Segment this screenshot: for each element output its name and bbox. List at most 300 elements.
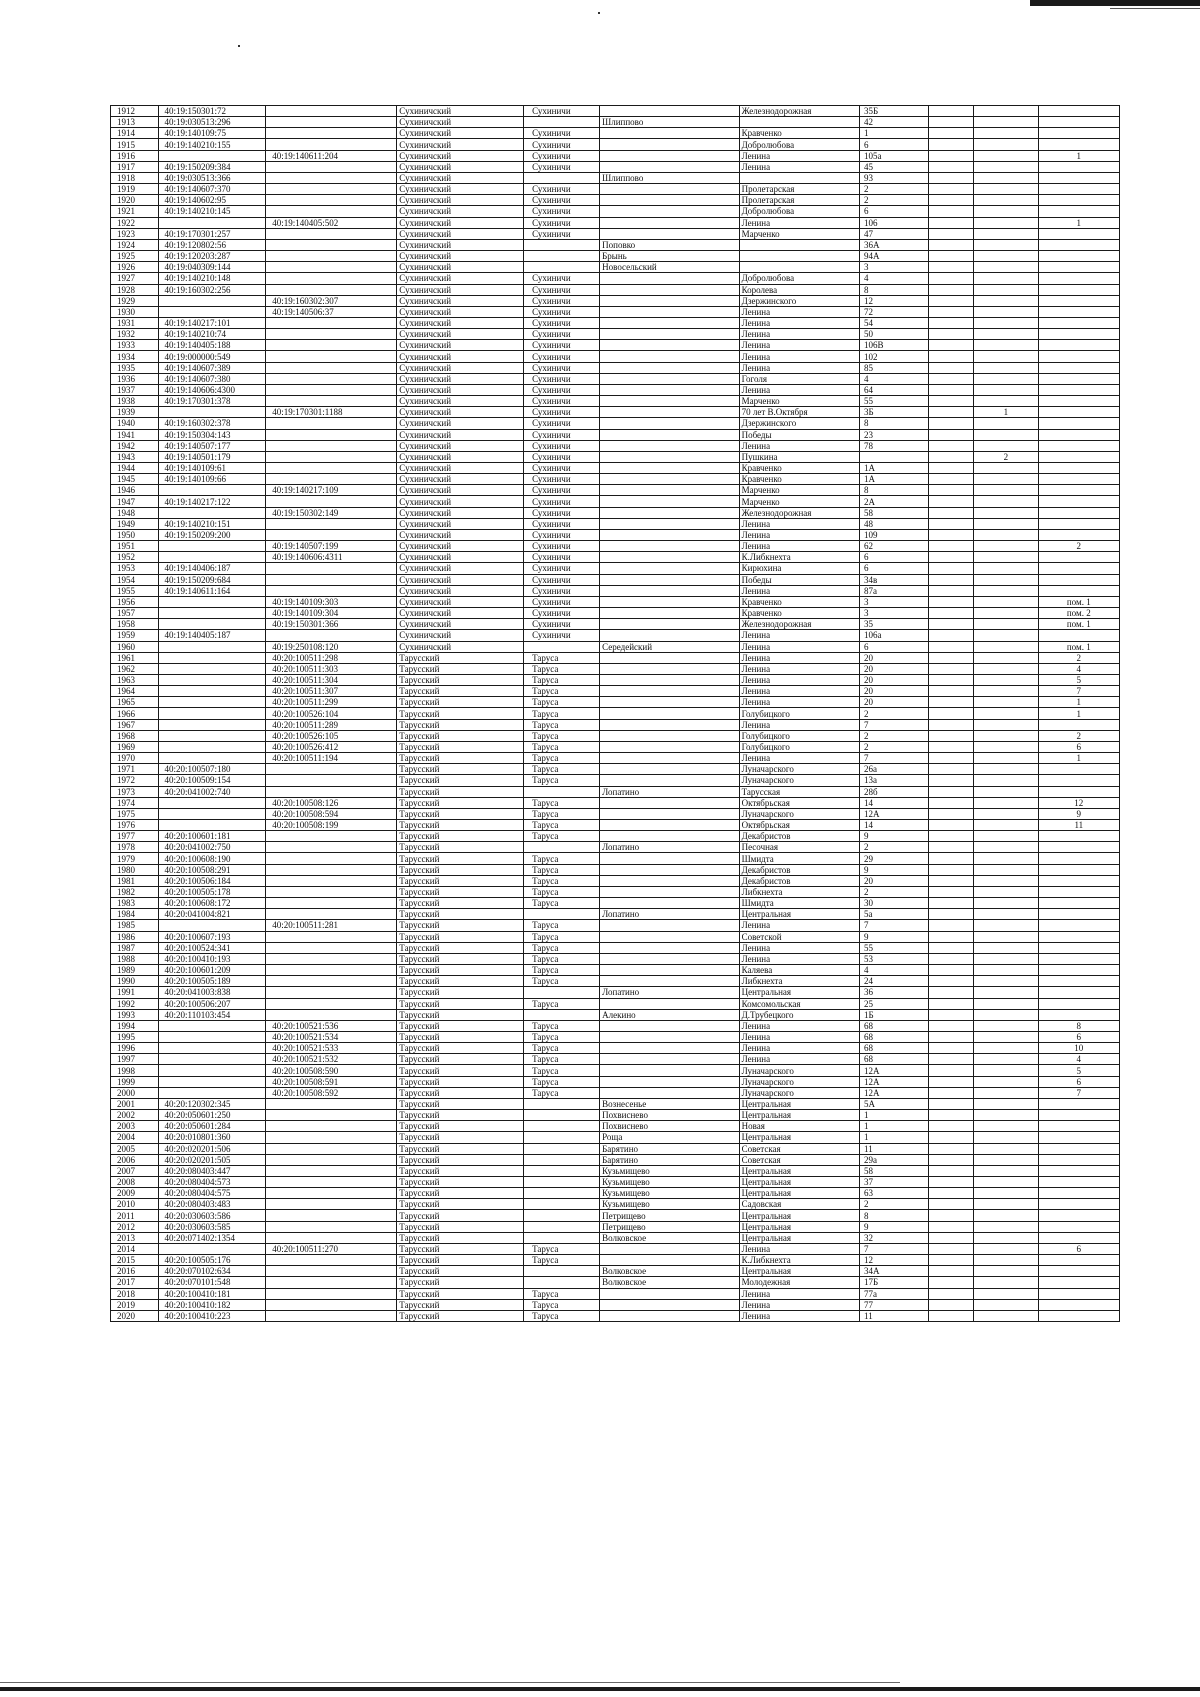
cell-no: 2019 xyxy=(111,1299,159,1310)
cell-district: Тарусский xyxy=(397,1199,524,1210)
cell-district: Сухиничский xyxy=(397,139,524,150)
cell-village xyxy=(600,217,739,228)
cell-x3: 6 xyxy=(1038,1031,1119,1042)
cell-x1 xyxy=(928,596,973,607)
table-row xyxy=(111,596,1120,607)
cell-cad2 xyxy=(266,1121,397,1132)
cell-house: 85 xyxy=(860,362,929,373)
cell-no: 1955 xyxy=(111,585,159,596)
cell-village xyxy=(600,674,739,685)
cell-village xyxy=(600,273,739,284)
cell-cad1 xyxy=(158,697,266,708)
cell-no: 1991 xyxy=(111,987,159,998)
cell-cad1: 40:19:150209:200 xyxy=(158,529,266,540)
cell-district: Тарусский xyxy=(397,864,524,875)
cell-no: 2018 xyxy=(111,1288,159,1299)
cell-street: Центральная xyxy=(739,1165,859,1176)
cell-cad2 xyxy=(266,161,397,172)
cell-x2 xyxy=(974,139,1038,150)
cell-cad1 xyxy=(158,820,266,831)
cell-district: Тарусский xyxy=(397,1043,524,1054)
cell-village xyxy=(600,1087,739,1098)
table-row xyxy=(111,563,1120,574)
cell-town: Таруса xyxy=(524,808,600,819)
cell-house: 58 xyxy=(860,507,929,518)
cell-no: 1982 xyxy=(111,886,159,897)
cell-town: Таруса xyxy=(524,886,600,897)
cell-house: 7 xyxy=(860,920,929,931)
cell-street: Ленина xyxy=(739,541,859,552)
cell-town: Сухиничи xyxy=(524,507,600,518)
cell-street: Ленина xyxy=(739,686,859,697)
cell-x1 xyxy=(928,953,973,964)
table-row xyxy=(111,239,1120,250)
cell-cad1 xyxy=(158,652,266,663)
cell-street: Дзержинского xyxy=(739,418,859,429)
cell-cad2 xyxy=(266,1288,397,1299)
cell-town: Сухиничи xyxy=(524,485,600,496)
table-row xyxy=(111,150,1120,161)
cell-street: Ленина xyxy=(739,161,859,172)
cell-x1 xyxy=(928,641,973,652)
cell-x1 xyxy=(928,529,973,540)
cell-street: Марченко xyxy=(739,496,859,507)
cell-cad2 xyxy=(266,117,397,128)
cell-street: Дзержинского xyxy=(739,295,859,306)
cell-house: 11 xyxy=(860,1310,929,1321)
cell-x2 xyxy=(974,329,1038,340)
cell-x1 xyxy=(928,340,973,351)
cell-cad2 xyxy=(266,128,397,139)
cell-village: Петрищево xyxy=(600,1221,739,1232)
cell-x3 xyxy=(1038,273,1119,284)
cell-no: 1943 xyxy=(111,451,159,462)
cell-cad1: 40:20:020201:506 xyxy=(158,1143,266,1154)
cell-no: 1926 xyxy=(111,262,159,273)
cell-district: Сухиничский xyxy=(397,418,524,429)
cell-street: Кравченко xyxy=(739,474,859,485)
cell-cad1 xyxy=(158,686,266,697)
cell-x1 xyxy=(928,117,973,128)
cell-x2 xyxy=(974,674,1038,685)
cell-town: Таруса xyxy=(524,753,600,764)
cell-no: 2003 xyxy=(111,1121,159,1132)
cell-cad2 xyxy=(266,831,397,842)
cell-village xyxy=(600,139,739,150)
cell-x2 xyxy=(974,1076,1038,1087)
cell-x3: 7 xyxy=(1038,1087,1119,1098)
table-row xyxy=(111,797,1120,808)
cell-no: 1981 xyxy=(111,875,159,886)
cell-cad2 xyxy=(266,987,397,998)
cell-district: Тарусский xyxy=(397,753,524,764)
cell-village xyxy=(600,1255,739,1266)
cell-street: Ленина xyxy=(739,518,859,529)
table-row xyxy=(111,953,1120,964)
cell-village: Барятино xyxy=(600,1143,739,1154)
cell-town xyxy=(524,786,600,797)
cell-village xyxy=(600,195,739,206)
cell-cad2 xyxy=(266,184,397,195)
cell-district: Сухиничский xyxy=(397,273,524,284)
cell-cad1: 40:19:150209:684 xyxy=(158,574,266,585)
cell-cad2 xyxy=(266,172,397,183)
cell-town: Сухиничи xyxy=(524,496,600,507)
cell-no: 1957 xyxy=(111,608,159,619)
cell-x1 xyxy=(928,853,973,864)
cell-town: Таруса xyxy=(524,764,600,775)
cell-house: 47 xyxy=(860,228,929,239)
cell-no: 1912 xyxy=(111,106,159,117)
table-row xyxy=(111,1132,1120,1143)
cell-x1 xyxy=(928,1255,973,1266)
cell-village: Лопатино xyxy=(600,786,739,797)
cell-x2 xyxy=(974,942,1038,953)
cell-x3: 1 xyxy=(1038,150,1119,161)
cell-street: Ленина xyxy=(739,217,859,228)
cell-no: 1931 xyxy=(111,317,159,328)
cell-cad1: 40:20:100505:176 xyxy=(158,1255,266,1266)
table-row xyxy=(111,306,1120,317)
cell-town: Таруса xyxy=(524,741,600,752)
cell-cad1: 40:20:080403:483 xyxy=(158,1199,266,1210)
cell-cad2 xyxy=(266,1143,397,1154)
cell-no: 1949 xyxy=(111,518,159,529)
cell-x3 xyxy=(1038,106,1119,117)
cell-x1 xyxy=(928,574,973,585)
table-row xyxy=(111,474,1120,485)
table-row xyxy=(111,396,1120,407)
cell-village xyxy=(600,384,739,395)
cell-street: Добролюбова xyxy=(739,206,859,217)
cell-x2 xyxy=(974,652,1038,663)
cell-district: Тарусский xyxy=(397,1288,524,1299)
cell-district: Тарусский xyxy=(397,953,524,964)
cell-village xyxy=(600,317,739,328)
cell-cad1 xyxy=(158,730,266,741)
cell-x3: 8 xyxy=(1038,1020,1119,1031)
cell-no: 1954 xyxy=(111,574,159,585)
cell-x1 xyxy=(928,451,973,462)
cell-district: Тарусский xyxy=(397,708,524,719)
cell-no: 1913 xyxy=(111,117,159,128)
cell-x1 xyxy=(928,106,973,117)
cell-house: 28б xyxy=(860,786,929,797)
cell-town: Таруса xyxy=(524,674,600,685)
cell-district: Тарусский xyxy=(397,1277,524,1288)
cell-village xyxy=(600,418,739,429)
cell-district: Сухиничский xyxy=(397,463,524,474)
cell-cad1: 40:19:170301:378 xyxy=(158,396,266,407)
cell-street xyxy=(739,117,859,128)
cell-no: 1915 xyxy=(111,139,159,150)
cell-cad2 xyxy=(266,496,397,507)
cell-no: 1916 xyxy=(111,150,159,161)
table-row xyxy=(111,172,1120,183)
cell-district: Сухиничский xyxy=(397,284,524,295)
cell-district: Сухиничский xyxy=(397,507,524,518)
cell-cad1: 40:20:100505:178 xyxy=(158,886,266,897)
cell-x2: 1 xyxy=(974,407,1038,418)
cell-house: 4 xyxy=(860,965,929,976)
cell-street: Победы xyxy=(739,429,859,440)
cell-x2 xyxy=(974,128,1038,139)
cell-no: 1959 xyxy=(111,630,159,641)
cell-x1 xyxy=(928,1121,973,1132)
table-row xyxy=(111,842,1120,853)
cell-cad2 xyxy=(266,875,397,886)
cell-street: Луначарского xyxy=(739,1065,859,1076)
cell-district: Сухиничский xyxy=(397,195,524,206)
cell-no: 1933 xyxy=(111,340,159,351)
cell-x1 xyxy=(928,1199,973,1210)
cell-district: Сухиничский xyxy=(397,239,524,250)
cell-x1 xyxy=(928,663,973,674)
table-row xyxy=(111,1054,1120,1065)
cell-cad1: 40:20:041002:750 xyxy=(158,842,266,853)
cell-cad2 xyxy=(266,1277,397,1288)
cell-street: Железнодорожная xyxy=(739,106,859,117)
cell-cad2 xyxy=(266,228,397,239)
cell-town: Сухиничи xyxy=(524,429,600,440)
cell-no: 1918 xyxy=(111,172,159,183)
cell-x2 xyxy=(974,228,1038,239)
cell-x1 xyxy=(928,295,973,306)
cell-town: Таруса xyxy=(524,820,600,831)
cell-house: 50 xyxy=(860,329,929,340)
cell-street: Добролюбова xyxy=(739,139,859,150)
cell-house: 35 xyxy=(860,619,929,630)
cell-district: Тарусский xyxy=(397,965,524,976)
cell-district: Тарусский xyxy=(397,686,524,697)
cell-cad2: 40:20:100508:126 xyxy=(266,797,397,808)
cell-street: К.Либкнехта xyxy=(739,1255,859,1266)
cell-cad2 xyxy=(266,998,397,1009)
cell-district: Тарусский xyxy=(397,663,524,674)
cell-cad1: 40:20:030603:585 xyxy=(158,1221,266,1232)
cell-x3 xyxy=(1038,529,1119,540)
cell-street: Ленина xyxy=(739,942,859,953)
cell-street: Гоголя xyxy=(739,373,859,384)
cell-cad1 xyxy=(158,541,266,552)
cell-town: Сухиничи xyxy=(524,529,600,540)
cell-x2 xyxy=(974,920,1038,931)
cell-village xyxy=(600,463,739,474)
cell-no: 1972 xyxy=(111,775,159,786)
cell-house: 106В xyxy=(860,340,929,351)
cell-district: Сухиничский xyxy=(397,585,524,596)
cell-district: Тарусский xyxy=(397,1299,524,1310)
cell-house: 58 xyxy=(860,1165,929,1176)
cell-x2 xyxy=(974,619,1038,630)
cell-x1 xyxy=(928,753,973,764)
cell-town: Сухиничи xyxy=(524,329,600,340)
cell-x1 xyxy=(928,1165,973,1176)
cell-town: Таруса xyxy=(524,1020,600,1031)
cell-x2 xyxy=(974,965,1038,976)
cell-village: Волковское xyxy=(600,1232,739,1243)
cell-x3 xyxy=(1038,574,1119,585)
cell-village: Лопатино xyxy=(600,987,739,998)
cell-street: Луначарского xyxy=(739,1076,859,1087)
cell-house: 20 xyxy=(860,875,929,886)
cell-no: 1999 xyxy=(111,1076,159,1087)
cell-x3 xyxy=(1038,719,1119,730)
cell-cad1 xyxy=(158,485,266,496)
cell-street: Королева xyxy=(739,284,859,295)
table-row xyxy=(111,652,1120,663)
cell-cad1 xyxy=(158,797,266,808)
cell-house: 64 xyxy=(860,384,929,395)
cell-house: 77а xyxy=(860,1288,929,1299)
cell-house: 6 xyxy=(860,552,929,563)
cell-district: Сухиничский xyxy=(397,373,524,384)
cell-no: 1950 xyxy=(111,529,159,540)
cell-street: Марченко xyxy=(739,396,859,407)
cell-x3 xyxy=(1038,485,1119,496)
cell-town xyxy=(524,1110,600,1121)
cell-street: Центральная xyxy=(739,1132,859,1143)
cell-street: Добролюбова xyxy=(739,273,859,284)
cell-district: Сухиничский xyxy=(397,396,524,407)
cell-x1 xyxy=(928,1277,973,1288)
cell-x1 xyxy=(928,909,973,920)
cell-cad2: 40:20:100511:299 xyxy=(266,697,397,708)
cell-x2 xyxy=(974,953,1038,964)
cell-street: Шмидта xyxy=(739,853,859,864)
cell-house xyxy=(860,451,929,462)
cell-x3 xyxy=(1038,1299,1119,1310)
cell-house: 63 xyxy=(860,1188,929,1199)
cell-house: 2А xyxy=(860,496,929,507)
cell-x2 xyxy=(974,574,1038,585)
cell-village xyxy=(600,820,739,831)
cell-cad2 xyxy=(266,106,397,117)
cell-cad1 xyxy=(158,608,266,619)
table-row xyxy=(111,128,1120,139)
cell-cad2 xyxy=(266,362,397,373)
cell-town: Сухиничи xyxy=(524,295,600,306)
cell-x2 xyxy=(974,1232,1038,1243)
cell-x3 xyxy=(1038,1277,1119,1288)
cell-village xyxy=(600,942,739,953)
cell-town: Таруса xyxy=(524,1255,600,1266)
cell-x2 xyxy=(974,1255,1038,1266)
cell-x2 xyxy=(974,1087,1038,1098)
table-row xyxy=(111,775,1120,786)
cell-house: 12 xyxy=(860,295,929,306)
cell-x1 xyxy=(928,239,973,250)
cell-x2 xyxy=(974,463,1038,474)
cell-x2 xyxy=(974,529,1038,540)
cell-village xyxy=(600,853,739,864)
cell-cad2: 40:20:100511:303 xyxy=(266,663,397,674)
cell-village xyxy=(600,741,739,752)
cell-cad2 xyxy=(266,853,397,864)
cell-x1 xyxy=(928,463,973,474)
cell-village xyxy=(600,284,739,295)
cell-cad1: 40:20:120302:345 xyxy=(158,1098,266,1109)
cell-no: 2010 xyxy=(111,1199,159,1210)
cell-x3 xyxy=(1038,440,1119,451)
cell-x3: 2 xyxy=(1038,730,1119,741)
cell-cad1: 40:19:140217:122 xyxy=(158,496,266,507)
cell-district: Сухиничский xyxy=(397,161,524,172)
cell-district: Тарусский xyxy=(397,942,524,953)
cell-district: Тарусский xyxy=(397,976,524,987)
cell-cad2: 40:20:100508:594 xyxy=(266,808,397,819)
cell-village xyxy=(600,150,739,161)
cell-x3 xyxy=(1038,507,1119,518)
cell-x2 xyxy=(974,596,1038,607)
cell-no: 1978 xyxy=(111,842,159,853)
cell-x3 xyxy=(1038,340,1119,351)
cell-house: 55 xyxy=(860,396,929,407)
cell-x3: пом. 1 xyxy=(1038,596,1119,607)
table-row xyxy=(111,987,1120,998)
cell-village xyxy=(600,1076,739,1087)
cell-town xyxy=(524,987,600,998)
cell-x3 xyxy=(1038,1121,1119,1132)
cell-x3: 1 xyxy=(1038,708,1119,719)
cell-house: 20 xyxy=(860,652,929,663)
cell-cad1: 40:19:140210:148 xyxy=(158,273,266,284)
cell-no: 1937 xyxy=(111,384,159,395)
cell-cad1: 40:20:100410:182 xyxy=(158,1299,266,1310)
cell-x2 xyxy=(974,909,1038,920)
cell-house: 3 xyxy=(860,596,929,607)
cell-cad1: 40:19:150301:72 xyxy=(158,106,266,117)
cell-district: Тарусский xyxy=(397,987,524,998)
cell-cad2 xyxy=(266,384,397,395)
cell-district: Тарусский xyxy=(397,652,524,663)
cell-village xyxy=(600,831,739,842)
cell-x3 xyxy=(1038,563,1119,574)
cell-cad2 xyxy=(266,1110,397,1121)
cell-x3 xyxy=(1038,373,1119,384)
cell-town: Таруса xyxy=(524,1299,600,1310)
cell-village xyxy=(600,686,739,697)
cell-no: 1946 xyxy=(111,485,159,496)
cell-street: Молодежная xyxy=(739,1277,859,1288)
cell-x3 xyxy=(1038,306,1119,317)
cell-x3 xyxy=(1038,329,1119,340)
cell-street: Ленина xyxy=(739,340,859,351)
table-row xyxy=(111,1243,1120,1254)
cell-no: 1989 xyxy=(111,965,159,976)
cell-cad2: 40:20:100521:534 xyxy=(266,1031,397,1042)
cell-no: 1922 xyxy=(111,217,159,228)
cell-house: 1 xyxy=(860,128,929,139)
cell-district: Сухиничский xyxy=(397,496,524,507)
cell-street: Ленина xyxy=(739,384,859,395)
cell-house: 5А xyxy=(860,1098,929,1109)
cell-no: 1924 xyxy=(111,239,159,250)
cell-village xyxy=(600,1043,739,1054)
cell-x3 xyxy=(1038,920,1119,931)
cell-cad1: 40:20:100601:209 xyxy=(158,965,266,976)
cell-district: Тарусский xyxy=(397,1310,524,1321)
table-row xyxy=(111,1177,1120,1188)
table-row xyxy=(111,831,1120,842)
cell-x3 xyxy=(1038,184,1119,195)
cell-village: Середейский xyxy=(600,641,739,652)
table-row xyxy=(111,931,1120,942)
cell-street: Голубицкого xyxy=(739,708,859,719)
cell-x2 xyxy=(974,518,1038,529)
cell-district: Тарусский xyxy=(397,1009,524,1020)
cell-x3: 2 xyxy=(1038,541,1119,552)
